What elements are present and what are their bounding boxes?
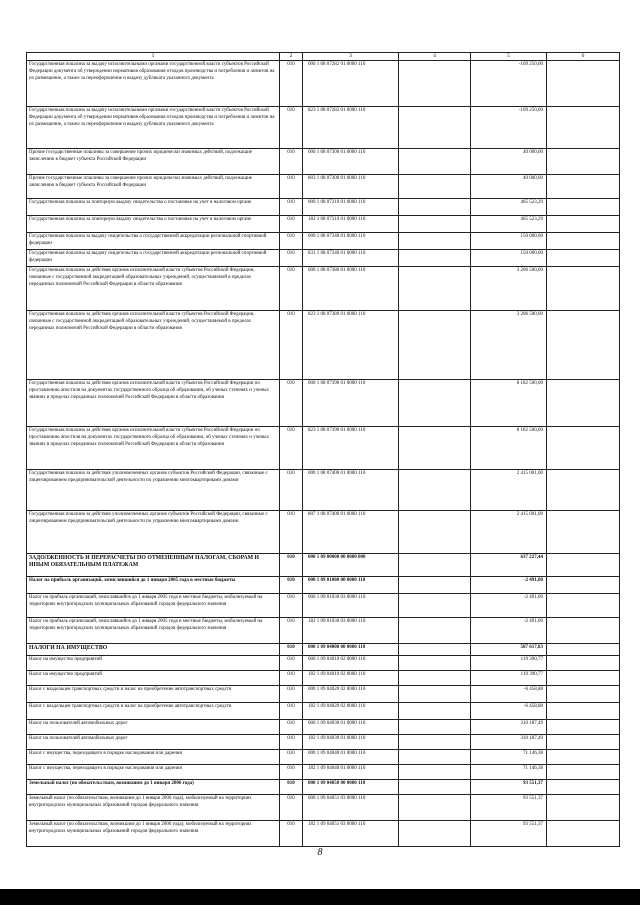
table-row: [27, 780, 620, 795]
row-executed: -2 491,00: [471, 594, 547, 618]
row-name: Налог с имущества, переходящего в порядке наследования или дарения: [27, 750, 280, 765]
table-row: [27, 107, 620, 149]
row-percent: [547, 199, 620, 216]
row-percent: [547, 594, 620, 618]
row-plan: [399, 765, 471, 780]
table-row: [27, 233, 620, 250]
row-percent: [547, 720, 620, 735]
row-executed: 2 415 001,00: [471, 511, 547, 554]
row-kbk: 000 1 09 01000 00 0000 110: [303, 577, 399, 594]
row-percent: [547, 554, 620, 577]
row-executed: 587 617,83: [471, 644, 547, 656]
row-code: 010: [280, 795, 303, 821]
row-name: Государственная пошлина за повторную выдачу свидетельства о постановке на учет в налоговом органе: [27, 199, 280, 216]
row-code: 010: [280, 821, 303, 847]
row-plan: [399, 511, 471, 554]
row-percent: [547, 175, 620, 199]
row-executed: -2 491,00: [471, 618, 547, 644]
row-name: Государственная пошлина за действия органов исполнительной власти субъектов Российской Федерации, связанные с государственной аккредитацией образовательных учреждений, осуществляемой в пределах переданных полномочий Российской Федерации в области образования: [27, 267, 280, 311]
row-kbk: 823 1 08 07390 01 0000 110: [303, 427, 399, 470]
row-executed: 310 187,49: [471, 735, 547, 750]
row-executed: 93 551,37: [471, 795, 547, 821]
row-executed: 310 187,49: [471, 720, 547, 735]
row-executed: 93 551,37: [471, 780, 547, 795]
row-percent: [547, 149, 620, 175]
row-percent: [547, 427, 620, 470]
row-plan: [399, 780, 471, 795]
row-kbk: 823 1 08 07380 01 0000 110: [303, 311, 399, 380]
row-plan: [399, 554, 471, 577]
row-name: Государственная пошлина за действия уполномоченных органов субъектов Российской Федерации, связанные с лицензированием предпринимательской деятельности по управлению многоквартирными домами: [27, 470, 280, 511]
row-kbk: 000 1 09 04050 00 0000 110: [303, 780, 399, 795]
row-name: Государственная пошлина за действия органов исполнительной власти субъектов Российской Федерации, связанные с государственной аккредитацией образовательных учреждений, осуществляемой в пределах переданных полномочий Российской Федерации в области образования: [27, 311, 280, 380]
row-plan: [399, 671, 471, 686]
row-percent: [547, 577, 620, 594]
row-kbk: 182 1 09 04010 02 0000 110: [303, 671, 399, 686]
row-name: Прочие государственные пошлины за совершение прочих юридически значимых действий, подлежащие зачислению в бюджет субъекта Российской Федерации: [27, 175, 280, 199]
row-name: Земельный налог (по обязательствам, возникшим до 1 января 2006 года): [27, 780, 280, 795]
row-code: 010: [280, 720, 303, 735]
row-kbk: 182 1 08 07310 01 0000 110: [303, 216, 399, 233]
row-percent: [547, 656, 620, 671]
row-plan: [399, 175, 471, 199]
row-name: Налог на прибыль организаций, зачислявшийся до 1 января 2005 года в местные бюджеты, мобилизуемый на территориях внутригородских муниципальных образований городов федерального значения: [27, 594, 280, 618]
row-percent: [547, 216, 620, 233]
table-row: [27, 199, 620, 216]
row-name: Налог на пользователей автомобильных дорог: [27, 720, 280, 735]
row-plan: [399, 644, 471, 656]
header-cell-4: 4: [399, 53, 471, 61]
table-row: [27, 644, 620, 656]
row-kbk: 000 1 09 04020 02 0000 110: [303, 686, 399, 703]
row-code: 010: [280, 618, 303, 644]
row-plan: [399, 149, 471, 175]
row-code: 010: [280, 577, 303, 594]
row-kbk: 000 1 08 07300 01 0000 110: [303, 149, 399, 175]
row-percent: [547, 644, 620, 656]
row-kbk: 000 1 08 07340 01 0000 110: [303, 233, 399, 250]
row-code: 010: [280, 735, 303, 750]
row-executed: -2 491,00: [471, 577, 547, 594]
row-code: 010: [280, 267, 303, 311]
table-row: [27, 671, 620, 686]
row-name: ЗАДОЛЖЕННОСТЬ И ПЕРЕРАСЧЕТЫ ПО ОТМЕНЕННЫМ НАЛОГАМ, СБОРАМ И ИНЫМ ОБЯЗАТЕЛЬНЫМ ПЛАТЕЖАМ: [27, 554, 280, 577]
page-number: 8: [317, 847, 323, 858]
row-name: Государственная пошлина за выдачу исполнительными органами государственной власти субъектов Российской Федерации документа об утверждении нормативов образования отходов производства и потребления и лимитов на их размещение, а также за переоформление и выдачу дубликата указанного документа: [27, 61, 280, 107]
table-row: [27, 720, 620, 735]
row-plan: [399, 427, 471, 470]
row-name: Налог на прибыль организаций, зачислявшийся до 1 января 2005 года в местные бюджеты, мобилизуемый на территориях внутригородских муниципальных образований городов федерального значения: [27, 618, 280, 644]
row-code: 010: [280, 149, 303, 175]
table-row: [27, 686, 620, 703]
row-code: 010: [280, 216, 303, 233]
row-plan: [399, 594, 471, 618]
row-percent: [547, 250, 620, 267]
row-kbk: 000 1 09 04000 00 0000 110: [303, 644, 399, 656]
row-plan: [399, 216, 471, 233]
row-code: 010: [280, 107, 303, 149]
table-row: [27, 149, 620, 175]
row-plan: [399, 735, 471, 750]
row-percent: [547, 618, 620, 644]
row-percent: [547, 267, 620, 311]
row-name: Земельный налог (по обязательствам, возникшим до 1 января 2006 года), мобилизуемый на территориях внутригородских муниципальных образований городов федерального значения: [27, 795, 280, 821]
table-row: [27, 311, 620, 380]
table-row: [27, 703, 620, 720]
row-percent: [547, 380, 620, 427]
row-code: 010: [280, 686, 303, 703]
row-code: 010: [280, 380, 303, 427]
row-executed: -169 250,00: [471, 61, 547, 107]
row-executed: 150 000,00: [471, 233, 547, 250]
table-row: [27, 175, 620, 199]
row-code: 010: [280, 765, 303, 780]
table-row: [27, 821, 620, 847]
table-header-row: [27, 53, 620, 61]
row-kbk: 182 1 09 04020 02 0000 110: [303, 703, 399, 720]
row-executed: -169 250,00: [471, 107, 547, 149]
header-cell-2: 2: [280, 53, 303, 61]
table-row: [27, 250, 620, 267]
row-kbk: 000 1 09 00000 00 0000 000: [303, 554, 399, 577]
row-plan: [399, 199, 471, 216]
header-cell-3: 3: [303, 53, 399, 61]
row-code: 010: [280, 250, 303, 267]
table-row: [27, 765, 620, 780]
row-code: 010: [280, 703, 303, 720]
row-executed: 3 206 500,00: [471, 311, 547, 380]
row-kbk: 000 1 09 04010 02 0000 110: [303, 656, 399, 671]
row-plan: [399, 821, 471, 847]
row-executed: 8 182 500,00: [471, 380, 547, 427]
row-name: Государственная пошлина за действия органов исполнительной власти субъектов Российской Федерации по проставлению апостиля на документах государственного образца об образовании, об ученых степенях и ученых званиях в пределах переданных полномочий Российской Федерации в области образования: [27, 380, 280, 427]
table-row: [27, 554, 620, 577]
row-kbk: 000 1 09 04030 01 0000 110: [303, 720, 399, 735]
row-plan: [399, 380, 471, 427]
row-code: 010: [280, 780, 303, 795]
table-row: [27, 427, 620, 470]
row-kbk: 823 1 08 07282 01 0000 110: [303, 107, 399, 149]
row-kbk: 000 1 08 07310 01 0000 110: [303, 199, 399, 216]
row-executed: 150 000,00: [471, 250, 547, 267]
row-code: 010: [280, 644, 303, 656]
row-name: Государственная пошлина за выдачу свидетельства о государственной аккредитации региональной спортивной федерации: [27, 250, 280, 267]
row-name: Налог на пользователей автомобильных дорог: [27, 735, 280, 750]
row-executed: -6 458,88: [471, 686, 547, 703]
row-name: Государственная пошлина за действия органов исполнительной власти субъектов Российской Федерации по проставлению апостиля на документах государственного образца об образовании, об ученых степенях и ученых званиях в пределах переданных полномочий Российской Федерации в области образования: [27, 427, 280, 470]
row-executed: 40 000,00: [471, 175, 547, 199]
row-code: 010: [280, 311, 303, 380]
row-executed: -6 458,88: [471, 703, 547, 720]
row-executed: 93 551,37: [471, 821, 547, 847]
row-percent: [547, 107, 620, 149]
table-row: [27, 656, 620, 671]
revenue-table: [26, 52, 620, 847]
scan-bottom-edge: [0, 889, 640, 905]
row-plan: [399, 250, 471, 267]
row-plan: [399, 750, 471, 765]
row-executed: 40 000,00: [471, 149, 547, 175]
table-row: [27, 511, 620, 554]
row-plan: [399, 656, 471, 671]
row-percent: [547, 735, 620, 750]
row-code: 010: [280, 750, 303, 765]
row-plan: [399, 795, 471, 821]
row-plan: [399, 311, 471, 380]
row-kbk: 803 1 08 07300 01 0000 110: [303, 175, 399, 199]
row-name: Налог с имущества, переходящего в порядке наследования или дарения: [27, 765, 280, 780]
row-kbk: 182 1 09 04040 01 0000 110: [303, 765, 399, 780]
row-kbk: 000 1 08 07282 01 0000 110: [303, 61, 399, 107]
row-code: 010: [280, 427, 303, 470]
row-executed: 71 146,38: [471, 765, 547, 780]
table-row: [27, 267, 620, 311]
row-plan: [399, 61, 471, 107]
row-percent: [547, 765, 620, 780]
table-row: [27, 750, 620, 765]
row-code: 010: [280, 554, 303, 577]
row-plan: [399, 107, 471, 149]
table-row: [27, 470, 620, 511]
table-row: [27, 735, 620, 750]
row-name: Государственная пошлина за выдачу свидетельства о государственной аккредитации региональной спортивной федерации: [27, 233, 280, 250]
row-plan: [399, 703, 471, 720]
row-executed: 465 523,29: [471, 199, 547, 216]
row-code: 010: [280, 470, 303, 511]
row-code: 010: [280, 671, 303, 686]
row-code: 010: [280, 594, 303, 618]
table-row: [27, 795, 620, 821]
row-kbk: 000 1 08 07380 01 0000 110: [303, 267, 399, 311]
row-executed: 3 206 500,00: [471, 267, 547, 311]
row-name: Государственная пошлина за повторную выдачу свидетельства о постановке на учет в налоговом органе: [27, 216, 280, 233]
table-row: [27, 61, 620, 107]
row-executed: 637 227,44: [471, 554, 547, 577]
row-name: Налог с владельцев транспортных средств и налог на приобретение автотранспортных средств: [27, 686, 280, 703]
row-plan: [399, 470, 471, 511]
row-kbk: 000 1 09 01030 03 0000 110: [303, 594, 399, 618]
row-code: 010: [280, 61, 303, 107]
table-row: [27, 594, 620, 618]
row-executed: 2 415 001,00: [471, 470, 547, 511]
row-kbk: 000 1 09 04051 03 0000 110: [303, 795, 399, 821]
row-name: Государственная пошлина за выдачу исполнительными органами государственной власти субъектов Российской Федерации документа об утверждении нормативов образования отходов производства и потребления и лимитов на их размещение, а также за переоформление и выдачу дубликата указанного документа: [27, 107, 280, 149]
row-percent: [547, 311, 620, 380]
row-percent: [547, 470, 620, 511]
row-percent: [547, 750, 620, 765]
row-name: НАЛОГИ НА ИМУЩЕСТВО: [27, 644, 280, 656]
row-kbk: 000 1 08 07400 01 0000 110: [303, 470, 399, 511]
row-executed: 71 146,38: [471, 750, 547, 765]
row-plan: [399, 618, 471, 644]
header-cell-6: 6: [547, 53, 620, 61]
row-name: Государственная пошлина за действия уполномоченных органов субъектов Российской Федерации, связанные с лицензированием предпринимательской деятельности по управлению многоквартирными домами: [27, 511, 280, 554]
row-percent: [547, 795, 620, 821]
row-percent: [547, 686, 620, 703]
row-percent: [547, 821, 620, 847]
row-kbk: 831 1 08 07340 01 0000 110: [303, 250, 399, 267]
row-name: Прочие государственные пошлины за совершение прочих юридически значимых действий, подлежащие зачислению в бюджет субъекта Российской Федерации: [27, 149, 280, 175]
row-kbk: 000 1 09 04040 01 0000 110: [303, 750, 399, 765]
table-row: [27, 380, 620, 427]
row-percent: [547, 671, 620, 686]
row-code: 010: [280, 175, 303, 199]
row-name: Налог на прибыль организаций, зачислявшийся до 1 января 2005 года в местные бюджеты: [27, 577, 280, 594]
header-cell-5: 5: [471, 53, 547, 61]
row-percent: [547, 780, 620, 795]
row-kbk: 182 1 09 04030 01 0000 110: [303, 735, 399, 750]
row-plan: [399, 686, 471, 703]
row-plan: [399, 267, 471, 311]
row-plan: [399, 720, 471, 735]
row-percent: [547, 511, 620, 554]
row-percent: [547, 703, 620, 720]
row-name: Налог на имущество предприятий: [27, 671, 280, 686]
row-code: 010: [280, 199, 303, 216]
row-kbk: 182 1 09 04051 03 0000 110: [303, 821, 399, 847]
row-name: Земельный налог (по обязательствам, возникшим до 1 января 2006 года), мобилизуемый на территориях внутригородских муниципальных образований городов федерального значения: [27, 821, 280, 847]
row-kbk: 182 1 09 01030 03 0000 110: [303, 618, 399, 644]
row-plan: [399, 233, 471, 250]
table-row: [27, 577, 620, 594]
table-row: [27, 618, 620, 644]
row-name: Налог с владельцев транспортных средств и налог на приобретение автотранспортных средств: [27, 703, 280, 720]
row-name: Налог на имущество предприятий: [27, 656, 280, 671]
row-executed: 465 523,29: [471, 216, 547, 233]
row-executed: 119 390,77: [471, 671, 547, 686]
header-cell-1: 1: [27, 53, 280, 61]
row-executed: 8 182 500,00: [471, 427, 547, 470]
row-plan: [399, 577, 471, 594]
row-percent: [547, 233, 620, 250]
row-code: 010: [280, 656, 303, 671]
row-code: 010: [280, 511, 303, 554]
row-executed: 119 390,77: [471, 656, 547, 671]
row-code: 010: [280, 233, 303, 250]
row-kbk: 807 1 08 07400 01 0000 110: [303, 511, 399, 554]
row-kbk: 000 1 08 07390 01 0000 110: [303, 380, 399, 427]
row-percent: [547, 61, 620, 107]
table-row: [27, 216, 620, 233]
